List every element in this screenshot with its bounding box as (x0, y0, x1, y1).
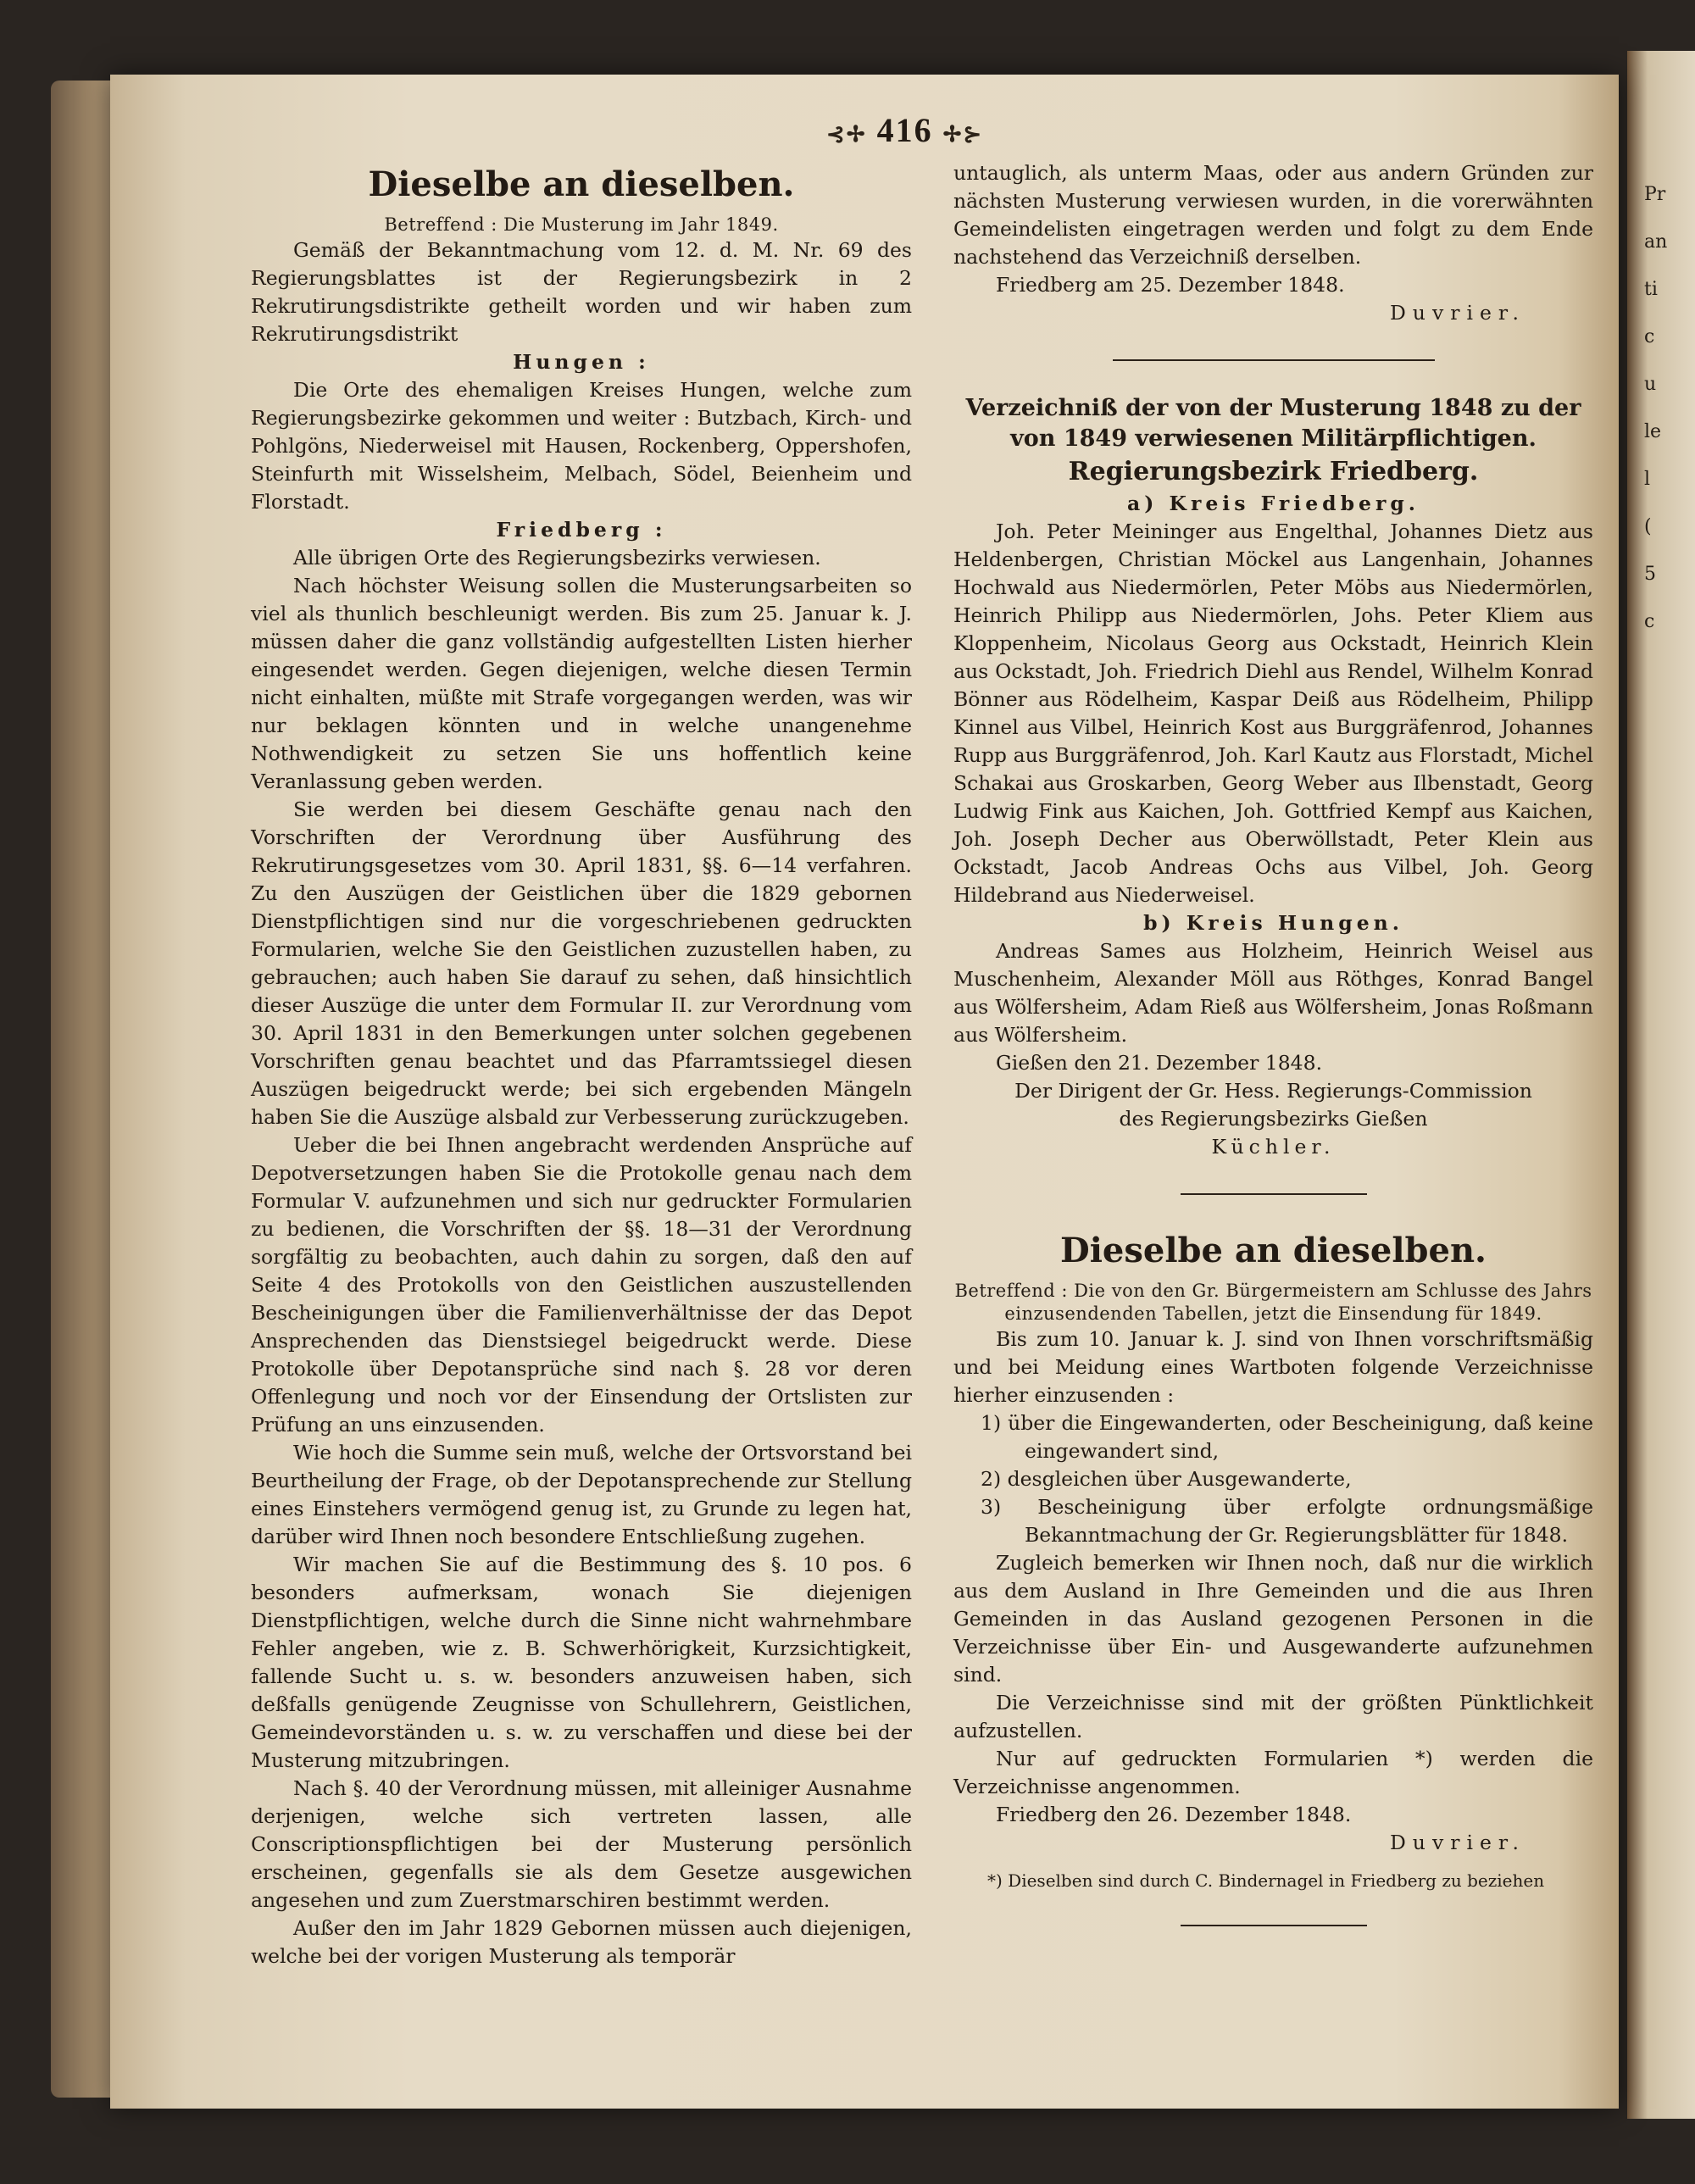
paragraph: Bis zum 10. Januar k. J. sind von Ihnen vorschriftsmäßig und bei Meidung eines Wartboten folgende Verzeichnisse hierher einzusenden : (953, 1327, 1593, 1407)
facing-page-fragments (1627, 51, 1695, 639)
date-line: Friedberg den 26. Dezember 1848. (996, 1803, 1352, 1826)
list-heading: Verzeichniß der von der Musterung 1848 zu der von 1849 verwiesenen Militärpflichtigen. (965, 395, 1581, 452)
fragment: ti (1644, 279, 1658, 300)
list-subheading: Regierungsbezirk Friedberg. (1068, 457, 1479, 486)
footnote: *) Dieselben sind durch C. Bindernagel in Friedberg zu beziehen (987, 1870, 1545, 1891)
intro-paragraph: Gemäß der Bekanntmachung vom 12. d. M. Nr. 69 des Regierungsblattes ist der Regierungsbezirk in 2 Rekrutirungsdistrikte getheilt worden und wir haben zum Rekrutirungsdistrikt (251, 238, 912, 346)
paragraph: Wir machen Sie auf die Bestimmung des §. 10 pos. 6 besonders aufmerksam, wonach Sie diejenigen Dienstpflichtigen, welche durch die Sinne nicht wahrnehmbare Fehler angeben, wie z. B. Schwerhörigkeit, Kurzsichtigkeit, fallende Sucht u. s. w. besonders anzuweisen haben, sich deßfalls genügende Zeugnisse von Schullehrern, Geistlichen, Gemeindevorständen u. s. w. zu verschaffen und diese bei der Musterung mitzubringen. (251, 1553, 912, 1772)
fragment: ( (1644, 516, 1652, 537)
fragment: Pr (1644, 184, 1666, 205)
ornament-icon: ⊰✢ (826, 122, 867, 147)
facing-page-edge (1627, 51, 1695, 2119)
section-heading: Dieselbe an dieselben. (368, 164, 795, 204)
fragment: 5 (1644, 564, 1656, 585)
fragment: an (1644, 231, 1668, 253)
district-text-friedberg: Alle übrigen Orte des Regierungsbezirks verwiesen. (293, 546, 821, 570)
divider (1181, 1193, 1367, 1195)
left-column (251, 159, 912, 1970)
betreffend-line: Betreffend : Die Musterung im Jahr 1849. (384, 214, 779, 235)
paragraph: Sie werden bei diesem Geschäfte genau nach den Vorschriften der Verordnung über Ausführung des Rekrutirungsgesetzes vom 30. April 1831, §§. 6—14 verfahren. Zu den Auszügen der Geistlichen über die 1829 gebornen Dienstpflichtigen sind nur die vorgeschriebenen gedruckten Formularien, welche Sie den Geistlichen zuzustellen haben, zu gebrauchen; auch haben Sie darauf zu sehen, daß hinsichtlich dieser Auszüge die unter dem Formular II. zur Verordnung vom 30. April 1831 in den Bemerkungen unter solchen gegebenen Vorschriften genau beachtet und das Pfarramtssiegel diesen Auszügen beigedruckt werde; bei sich ergebenden Mängeln haben Sie die Auszüge alsbald zur Verbesserung zurückzugeben. (251, 797, 912, 1129)
district-title-hungen: Hungen : (513, 350, 650, 374)
paragraph: Wie hoch die Summe sein muß, welche der Ortsvorstand bei Beurtheilung der Frage, ob der Depotansprechende zur Stellung eines Einstehers vermögend genug ist, zu Grunde zu legen hat, darüber wird Ihnen noch besondere Entschließung zugehen. (251, 1441, 912, 1548)
divider (1113, 359, 1435, 361)
fragment: l (1644, 469, 1651, 490)
right-column (953, 159, 1593, 1959)
requirements-list (981, 1409, 1593, 1549)
page-number-value: 416 (876, 111, 933, 149)
paragraph: Die Verzeichnisse sind mit der größten Pünktlichkeit aufzustellen. (953, 1691, 1593, 1742)
page-number (826, 110, 983, 150)
list-item: 1) über die Eingewanderten, oder Bescheinigung, daß keine eingewandert sind, (981, 1411, 1593, 1463)
date-line: Friedberg am 25. Dezember 1848. (996, 273, 1345, 297)
paragraph: Nur auf gedruckten Formularien *) werden die Verzeichnisse angenommen. (953, 1747, 1593, 1798)
kreis-heading-hungen: b) Kreis Hungen. (1143, 911, 1403, 935)
paragraph: Außer den im Jahr 1829 Gebornen müssen auch diejenigen, welche bei der vorigen Musterung als temporär (251, 1916, 912, 1968)
district-title-friedberg: Friedberg : (496, 518, 667, 542)
continuation-paragraph: untauglich, als unterm Maas, oder aus andern Gründen zur nächsten Musterung verwiesen wurden, in die vorerwähnten Gemeindelisten eingetragen werden und folgt zu dem Ende nachstehend das Verzeichniß derselben. (953, 161, 1593, 269)
divider (1181, 1925, 1367, 1926)
signature: Duvrier. (1389, 301, 1526, 325)
dirigent-line: Der Dirigent der Gr. Hess. Regierungs-Commission (1014, 1079, 1532, 1103)
paragraph: Ueber die bei Ihnen angebracht werdenden Ansprüche auf Depotversetzungen haben Sie die Protokolle genau nach dem Formular V. aufzunehmen und sich nur gedruckter Formularien zu bedienen, die Vorschriften der §§. 18—31 der Verordnung sorgfältig zu beobachten, auch dahin zu sorgen, daß den auf Seite 4 des Protokolls von den Geistlichen auszustellenden Bescheinigungen über die Familienverhältnisse der das Depot Ansprechenden das Dienstsiegel beigedruckt werde. Diese Protokolle über Depotansprüche sind nach §. 28 vor deren Offenlegung und noch vor der Einsendung der Ortslisten zur Prüfung an uns einzusenden. (251, 1133, 912, 1437)
fragment: c (1644, 326, 1655, 347)
list-item: 3) Bescheinigung über erfolgte ordnungsmäßige Bekanntmachung der Gr. Regierungsblätter für 1848. (981, 1495, 1593, 1547)
dirigent-line: des Regierungsbezirks Gießen (1119, 1107, 1428, 1131)
date-line: Gießen den 21. Dezember 1848. (996, 1051, 1323, 1075)
paragraph: Nach §. 40 der Verordnung müssen, mit alleiniger Ausnahme derjenigen, welche sich vertreten lassen, alle Conscriptionspflichtigen bei der Musterung persönlich erscheinen, gegenfalls sie als dem Gesetze ausgewichen angesehen und zum Zuerstmarschiren bestimmt werden. (251, 1776, 912, 1912)
district-text-hungen: Die Orte des ehemaligen Kreises Hungen, welche zum Regierungsbezirke gekommen und weiter : Butzbach, Kirch- und Pohlgöns, Niederweisel mit Hausen, Rockenberg, Oppershofen, Steinfurth mit Wisselsheim, Melbach, Södel, Beienheim und Florstadt. (251, 378, 912, 514)
fragment: le (1644, 421, 1662, 442)
kreis-heading-friedberg: a) Kreis Friedberg. (1127, 492, 1420, 515)
paragraph: Nach höchster Weisung sollen die Musterungsarbeiten so viel als thunlich beschleunigt werden. Bis zum 25. Januar k. J. müssen daher die ganz vollständig aufgestellten Listen hierher eingesendet werden. Gegen diejenigen, welche diesen Termin nicht einhalten, müßte mit Strafe vorgegangen werden, was wir nur beklagen könnten und in welche unangenehme Nothwendigkeit zu setzen Sie uns hoffentlich keine Veranlassung geben werden. (251, 574, 912, 793)
ornament-icon: ✢⊱ (942, 122, 984, 147)
fragment: u (1644, 374, 1657, 395)
paragraph: Zugleich bemerken wir Ihnen noch, daß nur die wirklich aus dem Ausland in Ihre Gemeinden und die aus Ihren Gemeinden in das Ausland gezogenen Personen in die Verzeichnisse über Ein- und Ausgewanderte aufzunehmen sind. (953, 1551, 1593, 1687)
fragment: c (1644, 611, 1655, 632)
list-item: 2) desgleichen über Ausgewanderte, (981, 1467, 1352, 1491)
names-friedberg: Joh. Peter Meininger aus Engelthal, Johannes Dietz aus Heldenbergen, Christian Möckel aus Langenhain, Johannes Hochwald aus Niedermörlen, Peter Möbs aus Niedermörlen, Heinrich Philipp aus Niedermörlen, Johs. Peter Kliem aus Kloppenheim, Nicolaus Georg aus Ockstadt, Heinrich Klein aus Ockstadt, Joh. Friedrich Diehl aus Rendel, Wilhelm Konrad Bönner aus Rödelheim, Kaspar Deiß aus Rödelheim, Philipp Kinnel aus Vilbel, Heinrich Kost aus Burggräfenrod, Johannes Rupp aus Burggräfenrod, Joh. Karl Kautz aus Florstadt, Michel Schakai aus Groskarben, Georg Weber aus Ilbenstadt, Georg Ludwig Fink aus Kaichen, Joh. Gottfried Kempf aus Kaichen, Joh. Joseph Decher aus Oberwöllstadt, Peter Klein aus Ockstadt, Jacob Andreas Ochs aus Vilbel, Joh. Georg Hildebrand aus Niederweisel. (953, 520, 1593, 907)
signature: Duvrier. (1389, 1831, 1526, 1854)
names-hungen: Andreas Sames aus Holzheim, Heinrich Weisel aus Muschenheim, Alexander Möll aus Röthges, Konrad Bangel aus Wölfersheim, Adam Rieß aus Wölfersheim, Jonas Roßmann aus Wölfersheim. (953, 939, 1593, 1047)
section-heading: Dieselbe an dieselben. (1060, 1231, 1487, 1270)
signature: Küchler. (1211, 1135, 1336, 1159)
betreffend-line: Betreffend : Die von den Gr. Bürgermeistern am Schlusse des Jahrs einzusendenden Tabellen, jetzt die Einsendung für 1849. (954, 1281, 1592, 1324)
